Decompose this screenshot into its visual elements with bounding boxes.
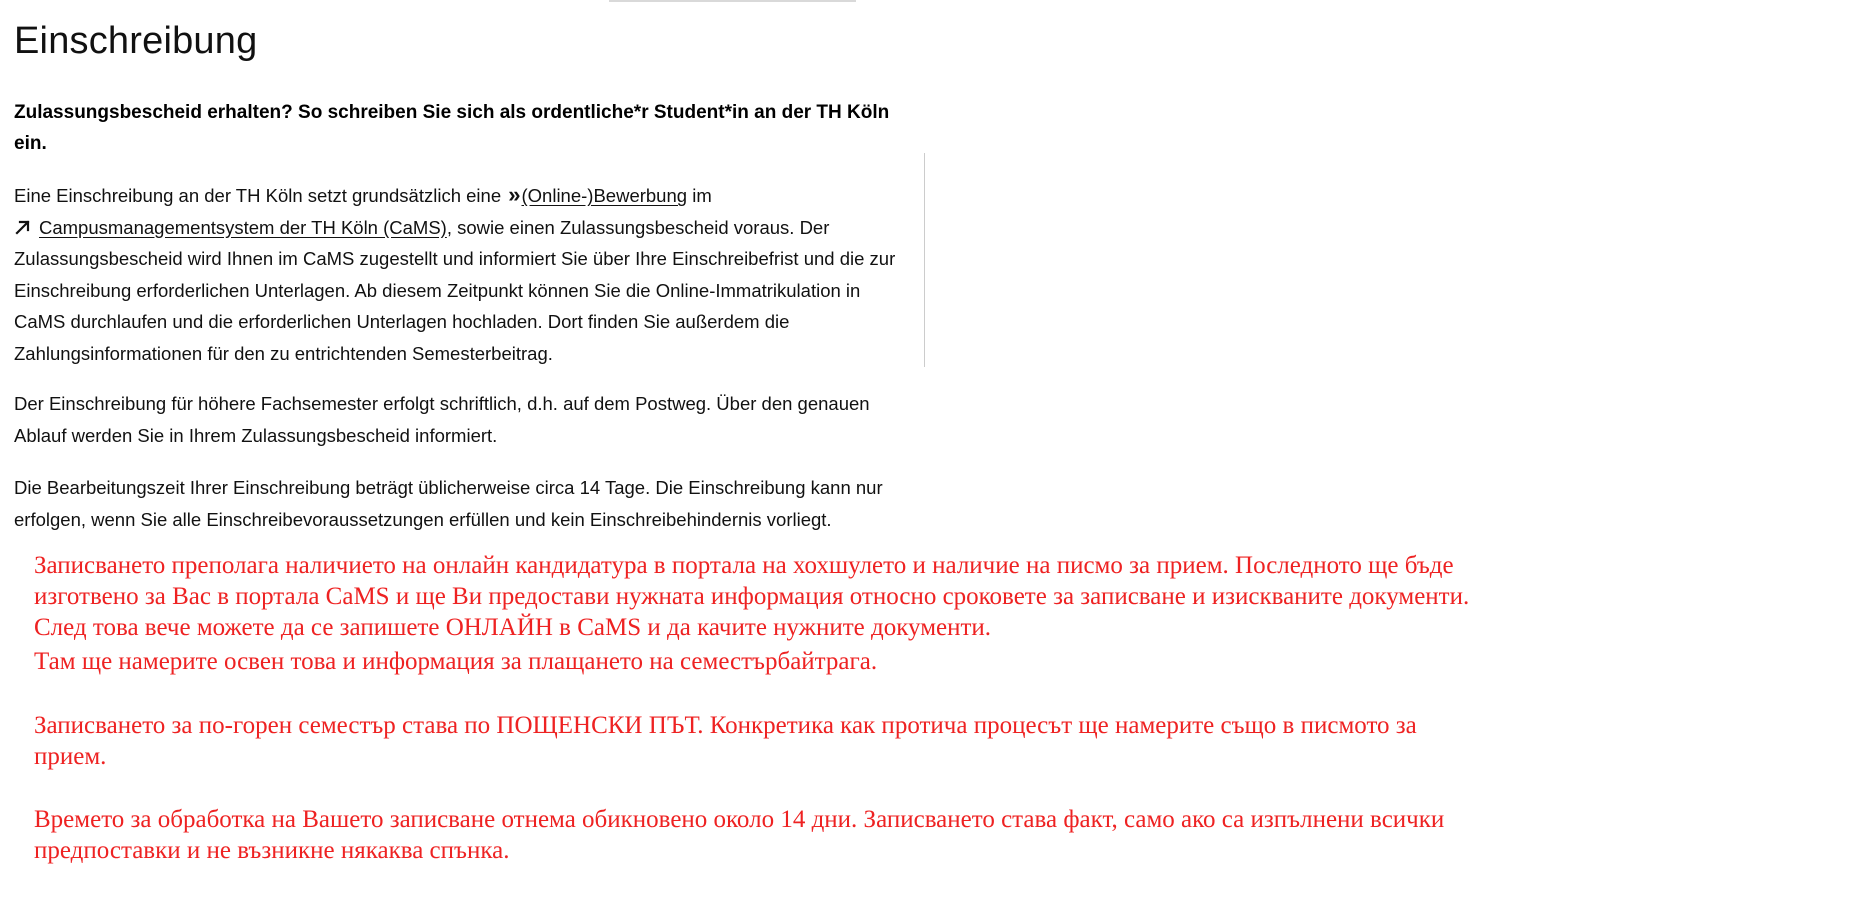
p1-text-start: Eine Einschreibung an der TH Köln setzt grundsätzlich eine [14,185,507,206]
bulgarian-translation [34,550,1674,866]
p1-text-im: im [687,185,712,206]
bg-p1-line-3: След това вече можете да се запишете ОНЛАЙН в CaMS и да качите нужните документи. [34,614,992,641]
bg-paragraph-3 [34,804,1674,866]
page-title: Einschreibung [14,20,258,62]
bg-p1-line-2: изготвено за Вас в портала CaMS и ще Ви предостави нужната информация относно сроковете за записване и изискваните документи. [34,583,1470,610]
paragraph-enrollment-requirements [14,180,914,369]
bg-paragraph-1 [34,550,1674,677]
bg-p1-line-1: Записването преполага наличието на онлайн кандидатура в портала на хохшулето и наличие на писмо за прием. Последното ще бъде [34,552,1454,579]
top-divider [609,0,856,2]
online-application-link[interactable]: (Online-)Bewerbung [521,185,688,206]
vertical-divider [924,153,925,367]
intro-heading: Zulassungsbescheid erhalten? So schreiben Sie sich als ordentliche*r Student*in an der TH Köln ein. [14,102,890,154]
paragraph-higher-semesters: Der Einschreibung für höhere Fachsemester erfolgt schriftlich, d.h. auf dem Postweg. Über den genauen Ablauf werden Sie in Ihrem Zulassungsbescheid informiert. [14,393,870,446]
external-link-icon [14,220,31,235]
german-content [14,16,914,535]
bg-p2-line-2: прием. [34,743,107,770]
paragraph-processing-time: Die Bearbeitungszeit Ihrer Einschreibung beträgt üblicherweise circa 14 Tage. Die Einschreibung kann nur erfolgen, wenn Sie alle Einschreibevoraussetzungen erfüllen und kein Einschreibehindernis vorliegt. [14,477,883,530]
bg-p2-line-1: Записването за по-горен семестър става по ПОЩЕНСКИ ПЪТ. Конкретика как протича процесът ще намерите също в писмото за [34,712,1417,739]
bg-p3-line-1: Времето за обработка на Вашето записване отнема обикновено около 14 дни. Записването става факт, само ако са изпълнени всички [34,806,1445,833]
cams-link[interactable]: Campusmanagementsystem der TH Köln (CaMS) [39,216,447,238]
bg-paragraph-2 [34,710,1674,772]
p1-text-rest: , sowie einen Zulassungsbescheid voraus. Der Zulassungsbescheid wird Ihnen im CaMS zugestellt und informiert Sie über Ihre Einschreibefrist und die zur Einschreibung erforderlichen Unterlagen. Ab diesem Zeitpunkt können Sie die Online-Immatrikulation in CaMS durchlaufen und die erforderlichen Unterlagen hochladen. Dort finden Sie außerdem die Zahlungsinformationen für den zu entrichtenden Semesterbeitrag. [14,216,896,364]
double-chevron-right-icon: » [508,182,518,207]
bg-p3-line-2: предпоставки и не възникне някаква спънка. [34,837,510,864]
bg-p1-line-4: Там ще намерите освен това и информация за плащането на семестърбайтрага. [34,648,878,675]
